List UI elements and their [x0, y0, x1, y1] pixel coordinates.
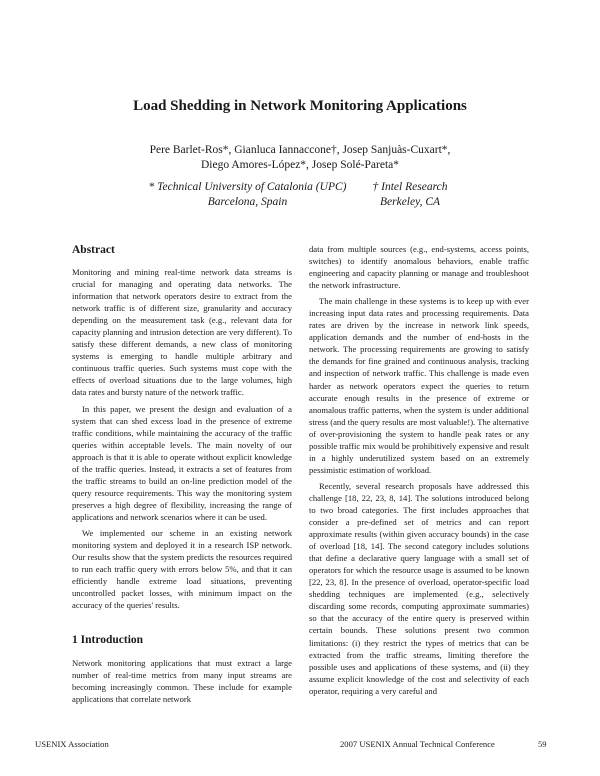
authors-line-2: Diego Amores-López*, Josep Solé-Pareta*	[200, 159, 399, 171]
abstract-paragraph-1: Monitoring and mining real-time network data streams is crucial for managing and operating data networks. The information that network operators desire to extract from the network traffic is of different size, granularity and accuracy depending on the measurement task (e.g., relevant data for capacity planning and intrusion detection are very different). To satisfy these different demands, a new class of monitoring systems is emerging to handle multiple arbitrary and continuous traffic queries. Such systems must cope with the effects of overload situations due to the large volumes, high data rates and bursty nature of the network traffic.	[72, 267, 292, 398]
affiliation-upc	[140, 180, 355, 210]
page-number: 59	[538, 739, 547, 749]
introduction-heading: 1 Introduction	[72, 634, 144, 647]
abstract-paragraph-2: In this paper, we present the design and evaluation of a system that can shed excess load in the presence of extreme traffic conditions, while maintaining the accuracy of the traffic queries within acceptable levels. The main novelty of our approach is that it is able to operate without explicit knowledge of the traffic queries. Instead, it extracts a set of features from the traffic streams to build an on-line prediction model of the query resource requirements. This way the monitoring system preserves a high degree of flexibility, increasing the range of applications and network scenarios where it can be used.	[72, 403, 292, 522]
affiliation-intel-location: Berkeley, CA	[379, 196, 441, 208]
affiliation-intel	[360, 180, 460, 210]
right-paragraph-2: Recently, several research proposals have addressed this challenge [18, 22, 23, 8, 14]. The solutions introduced belong to two broad categories. The first includes approaches that consider a pre-defined set of metrics and can report approximate results (within given accuracy bounds) in the case of overload [18, 14]. The second category includes solutions that define a declarative query language with a small set of operators for which the resource usage is assumed to be known [22, 23, 8]. In the presence of overload, operator-specific load shedding techniques are implemented (e.g., selectively discarding some records, computing approximate summaries) so that the accuracy of the entire query is preserved within certain bounds. These solutions present two common limitations: (i) they restrict the types of metrics that can be extracted from the traffic streams, limiting therefore the possible uses and applications of these systems, and (ii) they assume explicit knowledge of the cost and selectivity of each operator, requiring a very careful and	[309, 480, 529, 696]
right-paragraph-0: data from multiple sources (e.g., end-systems, access points, switches) to identify anomalous behaviors, enable traffic engineering and capacity planning or manage and troubleshoot the network infrastructure.	[309, 244, 529, 291]
abstract-heading: Abstract	[72, 244, 115, 256]
authors-line-1: Pere Barlet-Ros*, Gianluca Iannaccone†, Josep Sanjuàs-Cuxart*,	[149, 144, 451, 156]
footer-conference: 2007 USENIX Annual Technical Conference	[340, 739, 495, 749]
affiliation-upc-name: * Technical University of Catalonia (UPC)	[148, 181, 347, 193]
affiliation-intel-name: † Intel Research	[372, 181, 448, 193]
abstract-paragraph-3: We implemented our scheme in an existing network monitoring system and deployed it in a research ISP network. Our results show that the system predicts the resources required to run each traffic query with errors below 5%, and that it can efficiently handle extreme load situations, preventing uncontrolled packet losses, with minimum impact on the accuracy of the queries' results.	[72, 527, 292, 611]
affiliation-upc-location: Barcelona, Spain	[207, 196, 288, 208]
left-column	[72, 243, 292, 706]
footer-venue: USENIX Association	[35, 739, 109, 749]
right-column	[309, 243, 529, 697]
right-paragraph-1: The main challenge in these systems is to keep up with ever increasing input data rates and processing requirements. Data rates are driven by the increase in network link speeds, application demands and the number of end-hosts in the network. The processing requirements are growing to satisfy the demands for fine grained and continuous analysis, tracking and inspection of network traffic. This challenge is made even harder as network operators expect the queries to return accurate enough results in the presence of extreme or anomalous traffic patterns, when the system is under additional stress (and the query results are most valuable!). The alternative of over-provisioning the system to handle peak rates or any possible traffic mix would be prohibitively expensive and result in a highly underutilized system based on an extremely pessimistic estimation of workload.	[309, 296, 529, 475]
paper-title: Load Shedding in Network Monitoring Applications	[133, 98, 467, 114]
introduction-paragraph-1: Network monitoring applications that must extract a large number of real-time metrics from many input streams are becoming increasingly common. These include for example applications that correlate network	[72, 658, 292, 705]
